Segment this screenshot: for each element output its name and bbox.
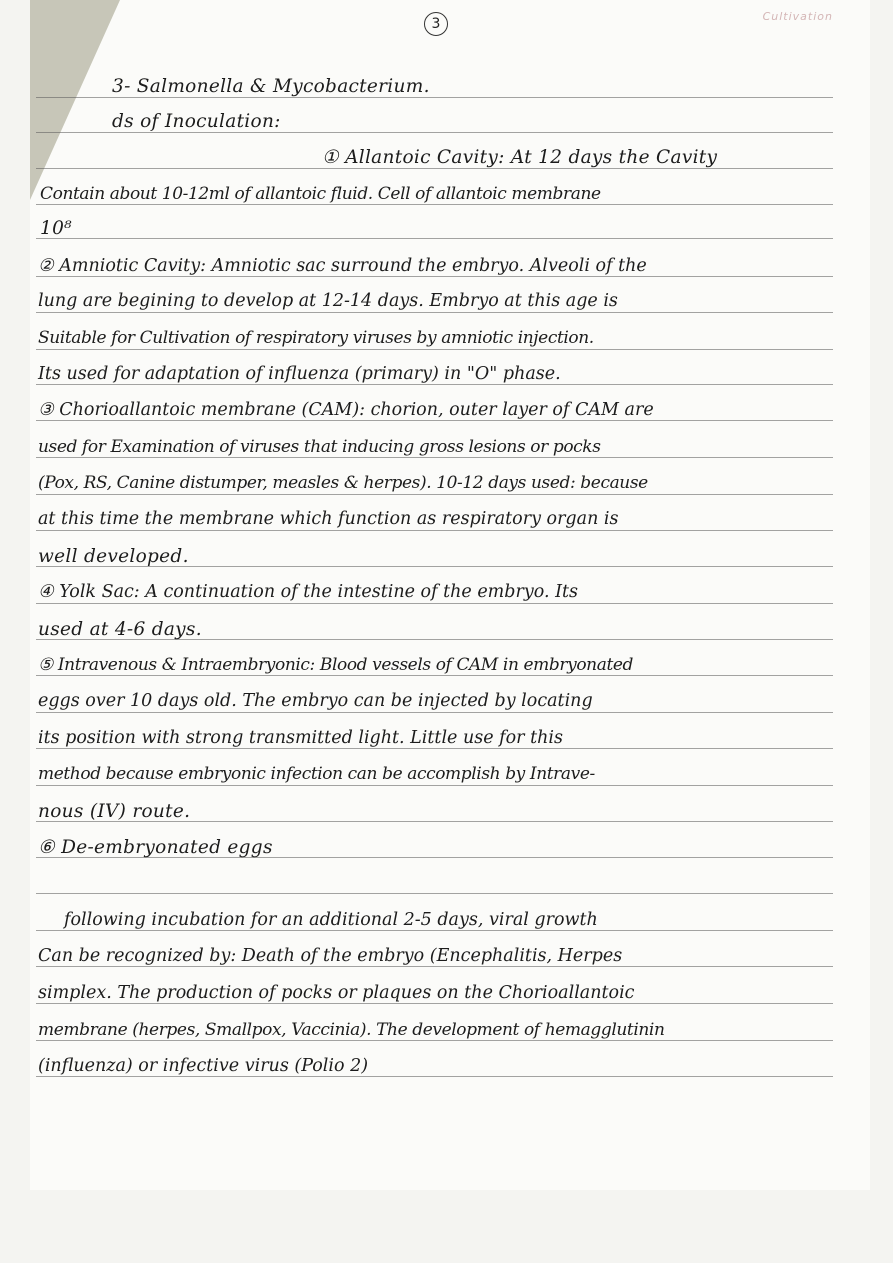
ruled-line	[36, 204, 833, 205]
text-line: at this time the membrane which function as respiratory organ is	[38, 509, 619, 529]
ruled-line	[36, 966, 833, 967]
text-line: Can be recognized by: Death of the embryo (Encephalitis, Herpes	[38, 946, 623, 966]
ruled-line	[36, 530, 833, 531]
text-line: following incubation for an additional 2-5 days, viral growth	[64, 910, 598, 930]
text-line: ② Amniotic Cavity: Amniotic sac surround the embryo. Alveoli of the	[38, 256, 647, 276]
text-line: lung are begining to develop at 12-14 days. Embryo at this age is	[38, 291, 618, 311]
text-line: ③ Chorioallantoic membrane (CAM): chorion, outer layer of CAM are	[38, 400, 654, 420]
text-line: used at 4-6 days.	[38, 619, 202, 640]
ruled-line	[36, 748, 833, 749]
text-line: ⑤ Intravenous & Intraembryonic: Blood vessels of CAM in embryonated	[38, 655, 634, 675]
ruled-line	[36, 349, 833, 350]
text-line: Its used for adaptation of influenza (primary) in "O" phase.	[38, 364, 561, 384]
text-line: ⑥ De-embryonated eggs	[38, 837, 273, 858]
page-number: 3	[424, 12, 448, 36]
ruled-line	[36, 1040, 833, 1041]
ruled-line	[36, 132, 833, 133]
ruled-line	[36, 276, 833, 277]
ruled-line	[36, 785, 833, 786]
text-line: simplex. The production of pocks or plaques on the Chorioallantoic	[38, 983, 635, 1003]
text-line: method because embryonic infection can be accomplish by Intrave-	[38, 764, 595, 784]
ruled-line	[36, 312, 833, 313]
ruled-line	[36, 603, 833, 604]
text-line: its position with strong transmitted light. Little use for this	[38, 728, 563, 748]
page-shadow	[30, 0, 120, 200]
ruled-line	[36, 384, 833, 385]
ruled-line	[36, 893, 833, 894]
corner-note: Cultivation	[762, 10, 833, 23]
text-line: ① Allantoic Cavity: At 12 days the Cavity	[322, 147, 718, 168]
ruled-line	[36, 712, 833, 713]
ruled-line	[36, 675, 833, 676]
ruled-line	[36, 494, 833, 495]
text-line: (influenza) or infective virus (Polio 2)	[38, 1056, 369, 1076]
ruled-line	[36, 420, 833, 421]
text-line: ds of Inoculation:	[112, 111, 281, 132]
ruled-line	[36, 930, 833, 931]
ruled-line	[36, 1003, 833, 1004]
text-line: well developed.	[38, 546, 189, 567]
text-line: (Pox, RS, Canine distumper, measles & herpes). 10-12 days used: because	[38, 473, 648, 493]
text-line: Suitable for Cultivation of respiratory viruses by amniotic injection.	[38, 328, 594, 348]
ruled-line	[36, 1076, 833, 1077]
ruled-line	[36, 97, 833, 98]
text-line: used for Examination of viruses that inducing gross lesions or pocks	[38, 437, 601, 457]
text-line: ④ Yolk Sac: A continuation of the intestine of the embryo. Its	[38, 582, 579, 602]
ruled-line	[36, 168, 833, 169]
text-line: membrane (herpes, Smallpox, Vaccinia). The development of hemagglutinin	[38, 1020, 665, 1040]
ruled-line	[36, 457, 833, 458]
text-line: 3- Salmonella & Mycobacterium.	[112, 76, 430, 97]
text-line: nous (IV) route.	[38, 801, 191, 822]
text-line: Contain about 10-12ml of allantoic fluid. Cell of allantoic membrane	[40, 184, 601, 204]
text-line: eggs over 10 days old. The embryo can be injected by locating	[38, 691, 593, 711]
text-line: 10⁸	[40, 218, 72, 239]
